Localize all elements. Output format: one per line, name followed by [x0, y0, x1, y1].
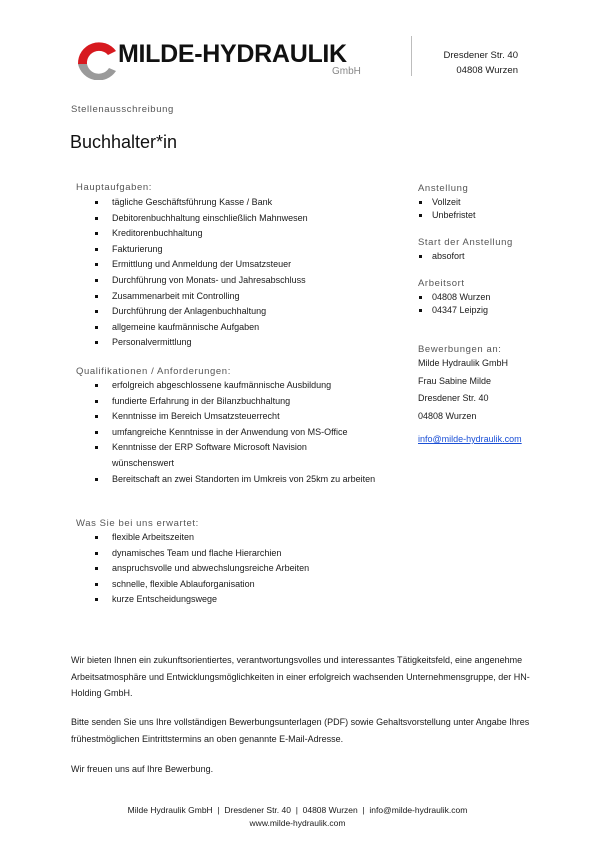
sidebar-item: absofort: [418, 250, 558, 263]
sidebar-start: [418, 237, 558, 263]
list-item: Durchführung von Monats- und Jahresabschluss: [94, 273, 396, 289]
list-item: dynamisches Team und flache Hierarchien: [94, 546, 396, 562]
header-address-street: Dresdener Str. 40: [443, 50, 518, 61]
list-item: Kenntnisse im Bereich Umsatzsteuerrecht: [94, 409, 374, 425]
sidebar-heading: Anstellung: [418, 183, 469, 194]
list-item: schnelle, flexible Ablauforganisation: [94, 577, 396, 593]
list-item: flexible Arbeitszeiten: [94, 530, 396, 546]
sidebar-item: Vollzeit: [418, 196, 558, 209]
logo-wordmark: MILDE-HYDRAULIK: [118, 40, 347, 68]
list-item: Durchführung der Anlagenbuchhaltung: [94, 304, 396, 320]
header-address-city: 04808 Wurzen: [456, 65, 518, 76]
sidebar-list: [418, 250, 558, 263]
list-item: Kreditorenbuchhaltung: [94, 226, 396, 242]
list-item: Ermittlung und Anmeldung der Umsatzsteuer: [94, 257, 396, 273]
logo-red-arc: [78, 42, 116, 64]
header-divider: [411, 36, 412, 76]
closing-paragraph: Wir freuen uns auf Ihre Bewerbung.: [71, 764, 214, 774]
sidebar-bewerbung: [418, 344, 568, 425]
list-item: anspruchsvolle und abwechslungsreiche Arbeiten: [94, 561, 396, 577]
list-item: Personalvermittlung: [94, 335, 396, 351]
requirements-list: [94, 378, 374, 487]
sidebar-arbeitsort: [418, 278, 558, 317]
section-angebot: [76, 518, 396, 608]
page-title: Buchhalter*in: [70, 132, 178, 152]
logo-gray-arc: [78, 64, 116, 80]
sidebar-heading: Start der Anstellung: [418, 237, 513, 248]
list-item: Zusammenarbeit mit Controlling: [94, 289, 396, 305]
list-item: Debitorenbuchhaltung einschließlich Mahnwesen: [94, 211, 396, 227]
header-address: [426, 48, 518, 78]
contact-street: Dresdener Str. 40: [418, 393, 489, 403]
footer-website[interactable]: www.milde-hydraulik.com: [249, 818, 346, 828]
sidebar-item: Unbefristet: [418, 209, 558, 222]
section-heading: Hauptaufgaben:: [76, 182, 153, 193]
document-kicker: Stellenausschreibung: [71, 104, 174, 115]
contact-city: 04808 Wurzen: [418, 410, 477, 421]
footer-contact-line: Milde Hydraulik GmbH | Dresdener Str. 40 | 04808 Wurzen | info@milde-hydraulik.com: [127, 805, 468, 815]
section-qualifikationen: [76, 366, 396, 487]
contact-person: Frau Sabine Milde: [418, 375, 492, 386]
sidebar-item: 04347 Leipzig: [418, 304, 558, 317]
offer-paragraph: Wir bieten Ihnen ein zukunftsorientiertes, verantwortungsvolles und interessantes Tätigkeitsfeld, eine angenehme Arbeitsatmosphäre und Entwicklungsmöglichkeiten in einer erfolgreich wachsenden Unternehmensgruppe, der HN-Holding GmbH.: [71, 655, 530, 698]
list-item: Bereitschaft an zwei Standorten im Umkreis von 25km zu arbeiten: [94, 472, 382, 488]
list-item: Kenntnisse der ERP Software Microsoft Navision wünschenswert: [94, 440, 332, 471]
sidebar-item: 04808 Wurzen: [418, 291, 558, 304]
list-item: fundierte Erfahrung in der Bilanzbuchhaltung: [94, 394, 374, 410]
footer: [0, 804, 595, 830]
list-item: umfangreiche Kenntnisse in der Anwendung von MS-Office: [94, 425, 374, 441]
list-item: tägliche Geschäftsführung Kasse / Bank: [94, 195, 396, 211]
benefits-list: [94, 530, 396, 608]
sidebar-anstellung: [418, 183, 558, 222]
task-list: [94, 195, 396, 351]
sidebar-heading: Bewerbungen an:: [418, 344, 502, 355]
list-item: allgemeine kaufmännische Aufgaben: [94, 320, 396, 336]
section-heading: Was Sie bei uns erwartet:: [76, 518, 199, 529]
list-item: kurze Entscheidungswege: [94, 592, 396, 608]
application-paragraph: Bitte senden Sie uns Ihre vollständigen Bewerbungsunterlagen (PDF) sowie Gehaltsvorstellung unter Angabe Ihres frühestmöglichen Eintrittstermins an oben genannte E-Mail-Adresse.: [71, 717, 530, 744]
logo-subtext: GmbH: [332, 66, 361, 77]
section-hauptaufgaben: [76, 182, 396, 351]
sidebar-list: [418, 291, 558, 317]
list-item: Fakturierung: [94, 242, 396, 258]
contact-email-link[interactable]: info@milde-hydraulik.com: [418, 434, 522, 444]
contact-company: Milde Hydraulik GmbH: [418, 358, 509, 368]
section-heading: Qualifikationen / Anforderungen:: [76, 366, 231, 377]
list-item: erfolgreich abgeschlossene kaufmännische Ausbildung: [94, 378, 374, 394]
sidebar-list: [418, 196, 558, 222]
sidebar-heading: Arbeitsort: [418, 278, 465, 289]
